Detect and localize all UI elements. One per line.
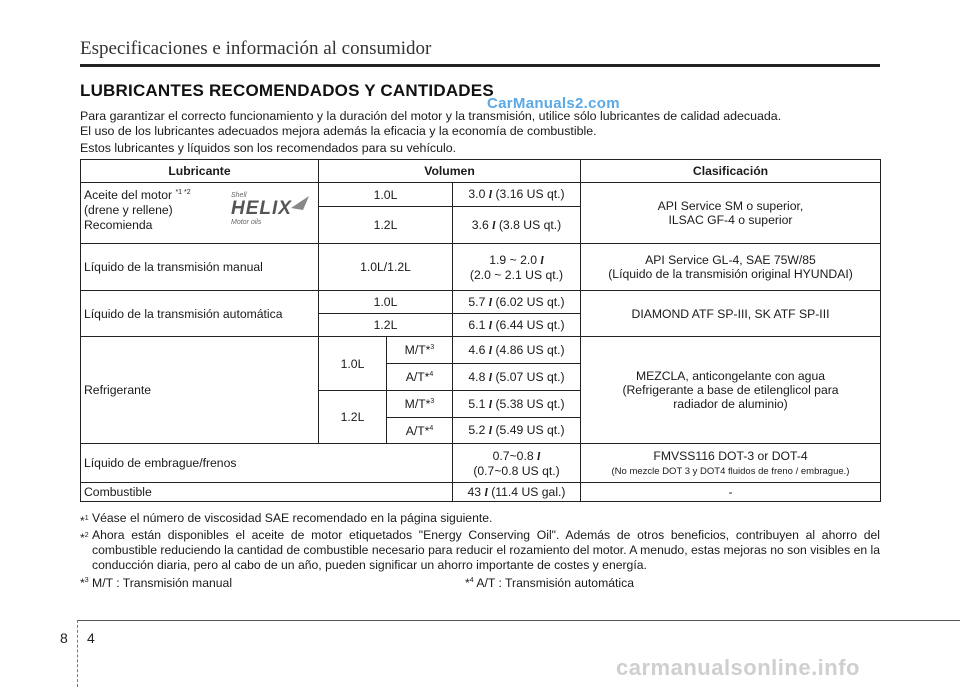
manual-trans-volume: 1.9 ~ 2.0 l (2.0 ~ 2.1 US qt.) xyxy=(453,244,581,291)
coolant-trans-4: A/T*$^4$ xyxy=(387,418,453,444)
engine-oil-engine-1: 1.0L xyxy=(319,183,453,207)
coolant-volume-1: 4.6 l (4.86 US qt.) xyxy=(453,337,581,364)
intro-line-3: Estos lubricantes y líquidos son los recomendados para su vehículo. xyxy=(80,141,457,155)
brake-volume: 0.7~0.8 l (0.7~0.8 US qt.) xyxy=(453,444,581,483)
manual-trans-name: Líquido de la transmisión manual xyxy=(81,244,319,291)
footnote-3: *$^3$ M/T : Transmisión manual xyxy=(80,576,233,591)
engine-oil-volume-1: 3.0 l (3.16 US qt.) xyxy=(453,183,581,207)
header-classification: Clasificación xyxy=(581,160,881,183)
table-row xyxy=(81,337,881,364)
auto-trans-classification: DIAMOND ATF SP-III, SK ATF SP-III xyxy=(581,291,881,337)
footnote-1: *$^1$ Véase el número de viscosidad SAE recomendado en la página siguiente. xyxy=(80,511,493,529)
intro-line-1: Para garantizar el correcto funcionamiento y la duración del motor y la transmisión, utilice sólo lubricantes de calidad adecuada. xyxy=(80,109,782,123)
auto-trans-engine-1: 1.0L xyxy=(319,291,453,314)
section-title: LUBRICANTES RECOMENDADOS Y CANTIDADES xyxy=(80,81,494,100)
brake-name: Líquido de embrague/frenos xyxy=(81,444,453,483)
fuel-classification: - xyxy=(581,483,881,502)
header-divider xyxy=(80,64,880,67)
header-lubricant: Lubricante xyxy=(81,160,319,183)
coolant-name: Refrigerante xyxy=(81,337,319,444)
fuel-volume: 43 l (11.4 US gal.) xyxy=(453,483,581,502)
logo-name: HELIX xyxy=(231,197,292,219)
auto-trans-engine-2: 1.2L xyxy=(319,314,453,337)
logo-brand: Shell xyxy=(231,191,247,199)
auto-trans-name: Líquido de la transmisión automática xyxy=(81,291,319,337)
coolant-classification: MEZCLA, anticongelante con agua (Refrigerante a base de etilenglicol para radiador de aluminio) xyxy=(581,337,881,444)
page-number: 4 xyxy=(87,630,95,646)
intro-line-2: El uso de los lubricantes adecuados mejora además la eficacia y la economía de combustible. xyxy=(80,124,597,138)
engine-oil-recommend: Recomienda xyxy=(84,218,153,233)
table-row xyxy=(81,183,881,207)
header-volume: Volumen xyxy=(319,160,581,183)
coolant-volume-2: 4.8 l (5.07 US qt.) xyxy=(453,364,581,391)
coolant-trans-1: M/T*$^3$ xyxy=(387,337,453,364)
engine-oil-engine-2: 1.2L xyxy=(319,207,453,244)
shell-helix-logo xyxy=(229,188,315,231)
engine-oil-name: Aceite del motor xyxy=(84,188,173,203)
footer-vertical-guide xyxy=(77,620,78,687)
engine-oil-note-ref: *1 *2 xyxy=(175,189,191,196)
intro-paragraph xyxy=(80,109,880,139)
engine-oil-volume-2: 3.6 l (3.8 US qt.) xyxy=(453,207,581,244)
running-header: Especificaciones e información al consumidor xyxy=(80,38,432,59)
coolant-volume-3: 5.1 l (5.38 US qt.) xyxy=(453,391,581,418)
coolant-trans-2: A/T*$^4$ xyxy=(387,364,453,391)
footnotes xyxy=(80,511,880,591)
intro-line-3-wrap xyxy=(80,141,880,156)
footnote-3-4 xyxy=(80,573,880,591)
table-row xyxy=(81,444,881,483)
footer-divider xyxy=(77,620,960,621)
footnote-2: *$^2$ Ahora están disponibles el aceite de motor etiquetados "Energy Conserving Oil". Además de otros beneficios, contribuyen al ahorro del combustible reduciendo la cantidad de combustible necesario para reducir el rozamiento del motor. A menudo, estas mejoras no son visibles en la conducción diaria, pero al cabo de un año, pueden significar un ahorro importante de costes y energía. xyxy=(80,528,880,572)
engine-oil-label-cell xyxy=(81,183,319,244)
coolant-engine-2: 1.2L xyxy=(319,391,387,444)
logo-sub: Motor oils xyxy=(231,218,262,226)
coolant-trans-3: M/T*$^3$ xyxy=(387,391,453,418)
chapter-number: 8 xyxy=(60,630,68,646)
table-row xyxy=(81,244,881,291)
coolant-volume-4: 5.2 l (5.49 US qt.) xyxy=(453,418,581,444)
table-row xyxy=(81,291,881,314)
engine-oil-classification: API Service SM o superior, ILSAC GF-4 o superior xyxy=(581,183,881,244)
auto-trans-volume-2: 6.1 l (6.44 US qt.) xyxy=(453,314,581,337)
footnote-4: *$^4$ A/T : Transmisión automática xyxy=(465,576,634,591)
watermark-top: CarManuals2.com xyxy=(487,95,620,112)
manual-trans-engine: 1.0L/1.2L xyxy=(319,244,453,291)
coolant-engine-1: 1.0L xyxy=(319,337,387,391)
engine-oil-drain: (drene y rellene) xyxy=(84,203,173,218)
manual-trans-classification: API Service GL-4, SAE 75W/85 (Líquido de la transmisión original HYUNDAI) xyxy=(581,244,881,291)
table-row xyxy=(81,483,881,502)
fuel-name: Combustible xyxy=(81,483,453,502)
auto-trans-volume-1: 5.7 l (6.02 US qt.) xyxy=(453,291,581,314)
watermark-bottom: carmanualsonline.info xyxy=(616,655,860,680)
brake-classification: FMVSS116 DOT-3 or DOT-4 (No mezcle DOT 3 y DOT4 fluidos de freno / embrague.) xyxy=(581,444,881,483)
table-header-row xyxy=(81,160,881,183)
lubricants-table xyxy=(80,159,881,502)
